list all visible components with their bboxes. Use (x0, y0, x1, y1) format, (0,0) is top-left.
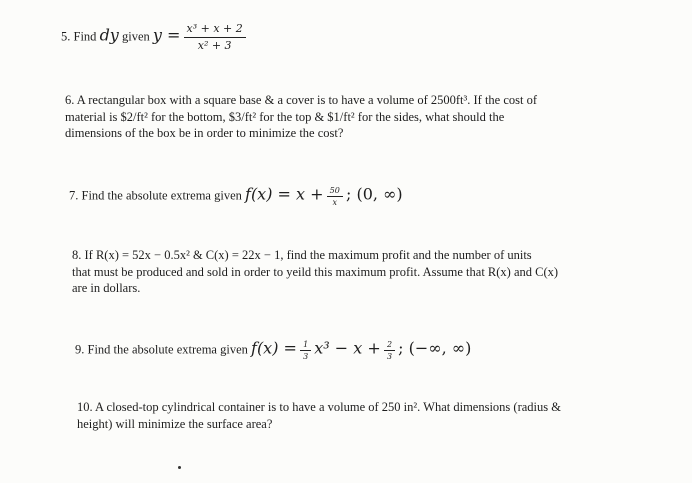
problem-9 (75, 340, 471, 361)
fraction-bar (384, 350, 395, 351)
problem-9-frac2-num: 2 (386, 340, 393, 349)
problem-5-given: given (121, 29, 150, 44)
problem-9-frac1-num: 1 (303, 340, 309, 349)
problem-8-line-3: are in dollars. (72, 281, 141, 295)
problem-5-denominator: x² + 3 (197, 39, 232, 52)
problem-7-prefix: 7. Find the absolute extrema given (69, 188, 242, 203)
problem-9-interval: ; (−∞, ∞) (398, 338, 472, 358)
fraction-bar (184, 37, 246, 38)
problem-5-fraction (184, 22, 246, 53)
problem-5-number: 5. (61, 29, 71, 44)
problem-7-frac-num: 50 (329, 186, 340, 195)
problem-5-find: Find (73, 29, 97, 44)
problem-9-function: f(x) = (251, 338, 297, 358)
problem-6-line-2: material is $2/ft² for the bottom, $3/ft² for the top & $1/ft² for the sides, what should the (65, 109, 505, 124)
problem-10-line-1: 10. A closed-top cylindrical container is to have a volume of 250 in². What dimensions (radius & (77, 400, 561, 414)
problem-8 (72, 247, 558, 297)
problem-6-line-3: dimensions of the box be in order to minimize the cost? (65, 126, 344, 140)
fraction-bar (300, 350, 311, 351)
problem-6 (65, 92, 537, 142)
problem-5-y-equals: y = (152, 25, 181, 45)
stray-dot-mark (178, 466, 181, 469)
problem-8-line-1: 8. If R(x) = 52x − 0.5x² & C(x) = 22x − 1, find the maximum profit and the number of units (72, 248, 532, 262)
problem-9-frac1-den: 3 (303, 352, 309, 361)
problem-10-line-2: height) will minimize the surface area? (77, 416, 273, 431)
problem-7-interval: ; (0, ∞) (345, 184, 403, 204)
problem-9-frac2-den: 3 (386, 352, 393, 361)
problem-9-fraction-2 (384, 340, 395, 361)
problem-7-frac-den: x (332, 198, 338, 207)
problem-7-function: f(x) = x + (245, 184, 324, 204)
problem-9-middle: x³ − x + (314, 338, 381, 358)
problem-9-fraction-1 (300, 340, 311, 361)
problem-7-fraction (327, 186, 343, 207)
problem-8-line-2: that must be produced and sold in order to yeild this maximum profit. Assume that R(x) and C(x) (72, 264, 559, 279)
fraction-bar (327, 196, 343, 197)
problem-5 (61, 22, 246, 53)
problem-5-dy: dy (99, 25, 119, 45)
problem-5-numerator: x³ + x + 2 (186, 22, 243, 35)
problem-9-prefix: 9. Find the absolute extrema given (75, 342, 248, 357)
problem-6-line-1: 6. A rectangular box with a square base & a cover is to have a volume of 2500ft³. If the cost of (65, 93, 538, 107)
problem-10 (77, 399, 561, 432)
problem-7 (69, 186, 403, 207)
